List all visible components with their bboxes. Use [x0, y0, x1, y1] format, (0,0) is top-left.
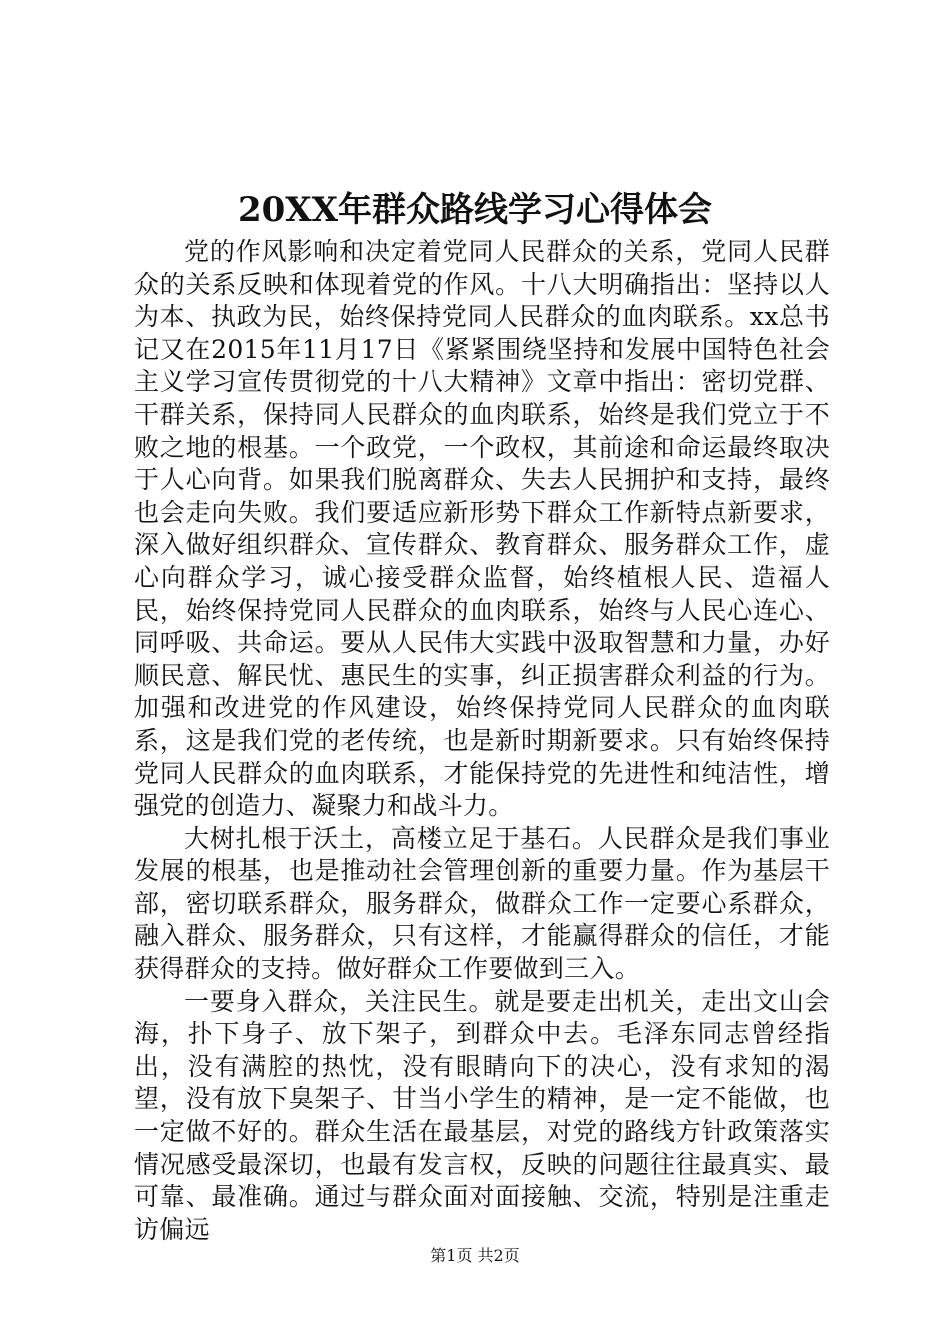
- paragraph-1: 党的作风影响和决定着党同人民群众的关系，党同人民群众的关系反映和体现着党的作风。十八大明确指出：坚持以人为本、执政为民，始终保持党同人民群众的血肉联系。xx总书记又在2015年11月17日《紧紧围绕坚持和发展中国特色社会主义学习宣传贯彻党的十八大精神》文章中指出：密切党群、干群关系，保持同人民群众的血肉联系，始终是我们党立于不败之地的根基。一个政党，一个政权，其前途和命运最终取决于人心向背。如果我们脱离群众、失去人民拥护和支持，最终也会走向失败。我们要适应新形势下群众工作新特点新要求，深入做好组织群众、宣传群众、教育群众、服务群众工作，虚心向群众学习，诚心接受群众监督，始终植根人民、造福人民，始终保持党同人民群众的血肉联系，始终与人民心连心、同呼吸、共命运。要从人民伟大实践中汲取智慧和力量，办好顺民意、解民忧、惠民生的实事，纠正损害群众利益的行为。加强和改进党的作风建设，始终保持党同人民群众的血肉联系，这是我们党的老传统，也是新时期新要求。只有始终保持党同人民群众的血肉联系，才能保持党的先进性和纯洁性，增强党的创造力、凝聚力和战斗力。: [134, 237, 830, 821]
- document-body: [134, 236, 830, 1246]
- paragraph-3: 一要身入群众，关注民生。就是要走出机关，走出文山会海，扑下身子、放下架子，到群众中去。毛泽东同志曾经指出，没有满腔的热忱，没有眼睛向下的决心，没有求知的渴望，没有放下臭架子、甘当小学生的精神，是一定不能做，也一定做不好的。群众生活在最基层，对党的路线方针政策落实情况感受最深切，也最有发言权，反映的问题往往最真实、最可靠、最准确。通过与群众面对面接触、交流，特别是注重走访偏远: [134, 986, 830, 1244]
- page-number-indicator: 第1页 共2页: [430, 1246, 520, 1265]
- page-footer: [0, 1246, 950, 1266]
- document-title: 20XX年群众路线学习心得体会: [237, 190, 713, 230]
- paragraph-2: 大树扎根于沃土，高楼立足于基石。人民群众是我们事业发展的根基，也是推动社会管理创新的重要力量。作为基层干部，密切联系群众，服务群众，做群众工作一定要心系群众，融入群众、服务群众，只有这样，才能赢得群众的信任，才能获得群众的支持。做好群众工作要做到三入。: [134, 823, 830, 984]
